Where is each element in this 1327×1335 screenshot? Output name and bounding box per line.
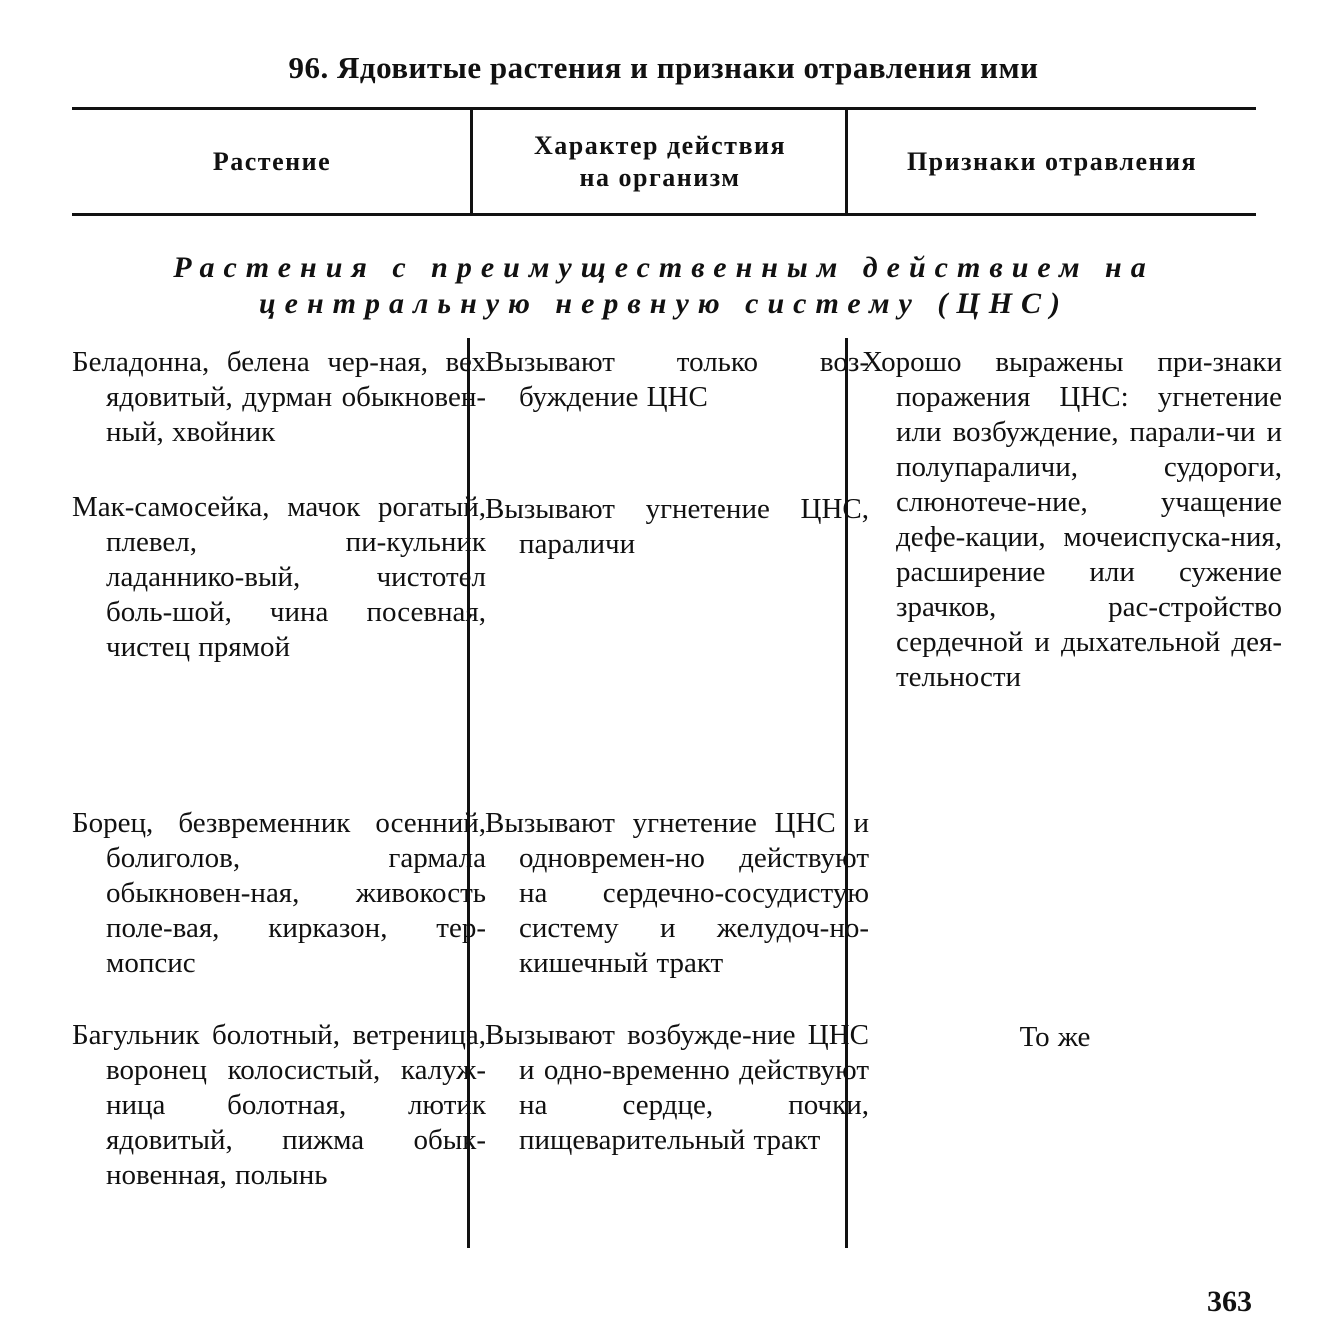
row-3-action: Вызывают угнетение ЦНС и одновремен-но действуют на сердечно-сосудистую систему и желудоч-но-кишечный тракт (485, 807, 869, 979)
row-1-plant: Беладонна, белена чер-ная, вех ядовитый, дурман обыкновен-ный, хвойник (72, 346, 486, 448)
row-4-plant: Багульник болотный, ветреница, воронец колосистый, калуж-ница болотная, лютик ядовитый, пижма обык-новенная, полынь (72, 1019, 486, 1191)
header-divider-2 (845, 110, 848, 213)
table-title: 96. Ядовитые растения и признаки отравления ими (288, 50, 1039, 85)
header-divider-1 (470, 110, 473, 213)
row-4-action: Вызывают возбужде-ние ЦНС и одно-временно действуют на сердце, почки, пищеварительный тракт (485, 1019, 869, 1156)
section-heading: Растения с преимущественным действием на центральную нервную систему (ЦНС) (173, 251, 1155, 320)
page-number: 363 (1207, 1285, 1252, 1318)
row-4-symptoms: То же (1019, 1021, 1091, 1053)
row-2-plant: Мак-самосейка, мачок рогатый, плевел, пи-кульник ладаннико-вый, чистотел боль-шой, чина посевная, чистец прямой (72, 491, 486, 663)
row-1-action: Вызывают только воз-буждение ЦНС (485, 346, 869, 413)
row-2-action: Вызывают угнетение ЦНС, параличи (485, 493, 869, 560)
header-plant: Растение (212, 147, 332, 176)
header-symptoms: Признаки отравления (906, 147, 1198, 176)
shared-symptoms: Хорошо выражены при-знаки поражения ЦНС: угнетение или возбуждение, парали-чи и полупараличи, судороги, слюнотече-ние, учащение дефе-кации, мочеиспуска-ния, расширение или сужение зрачков, рас-стройство сердечной и дыхательной дея-тельности (862, 346, 1282, 693)
header-action: Характер действия на организм (533, 131, 787, 192)
row-3-plant: Борец, безвременник осенний, болиголов, гармала обыкновен-ная, живокость поле-вая, кирказон, тер-мопсис (72, 807, 486, 979)
